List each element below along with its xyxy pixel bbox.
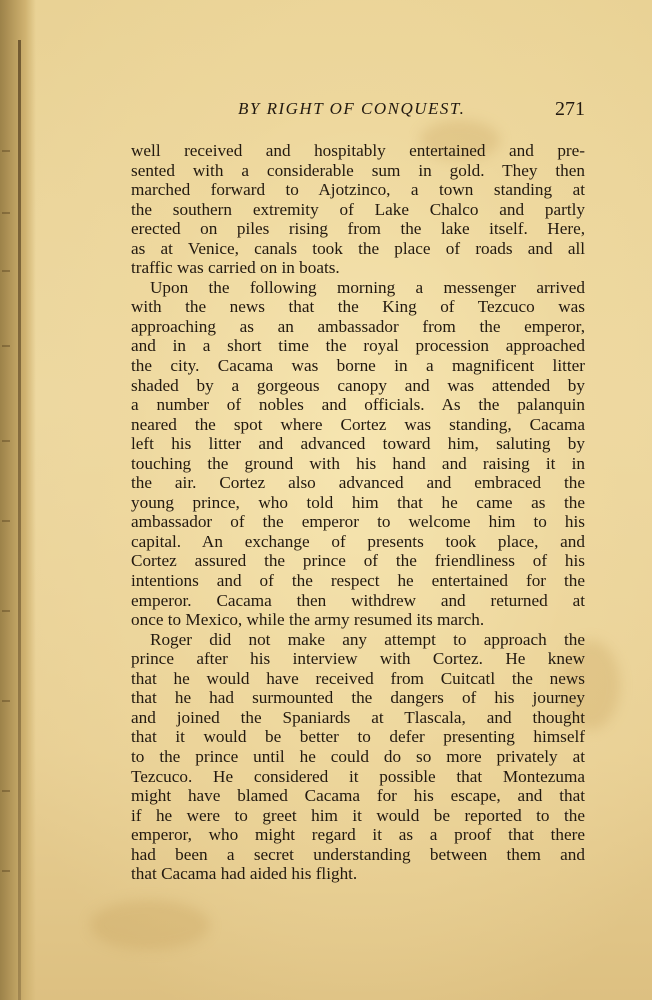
bleed-through-mark — [2, 345, 10, 347]
bleed-through-mark — [2, 520, 10, 522]
bleed-through-mark — [2, 440, 10, 442]
paper-stain — [90, 900, 210, 950]
text-line: young prince, who told him that he came as the — [131, 492, 585, 512]
text-line: prince after his interview with Cortez. He knew — [131, 649, 585, 669]
text-line: touching the ground with his hand and raising it in — [131, 453, 585, 473]
text-line: once to Mexico, while the army resumed its march. — [131, 610, 485, 630]
text-line: with the news that the King of Tezcuco was — [131, 297, 585, 317]
text-line: that Cacama had aided his flight. — [131, 864, 358, 884]
text-line: approaching as an ambassador from the emperor, — [131, 316, 585, 336]
page-number: 271 — [555, 98, 585, 120]
text-line: sented with a considerable sum in gold. They then — [131, 160, 585, 180]
text-line: that it would be better to defer presenting himself — [131, 727, 585, 747]
text-line: and joined the Spaniards at Tlascala, and thought — [131, 707, 585, 727]
paragraph-2 — [131, 278, 585, 630]
text-line: and in a short time the royal procession approached — [131, 336, 585, 356]
text-line: Upon the following morning a messenger arrived — [150, 277, 585, 297]
text-line: a number of nobles and officials. As the palanquin — [131, 395, 585, 415]
text-line: Cortez assured the prince of the friendliness of his — [131, 551, 585, 571]
text-line: left his litter and advanced toward him, saluting by — [131, 434, 585, 454]
gutter-shadow — [18, 40, 21, 1000]
text-line: might have blamed Cacama for his escape, and that — [131, 786, 585, 806]
text-line: capital. An exchange of presents took place, and — [131, 531, 585, 551]
bleed-through-mark — [2, 700, 10, 702]
text-line: Roger did not make any attempt to approach the — [150, 629, 585, 649]
bleed-through-mark — [2, 870, 10, 872]
paragraph-3 — [131, 630, 585, 884]
text-line: that he would have received from Cuitcatl the news — [131, 668, 585, 688]
bleed-through-mark — [2, 790, 10, 792]
text-line: ambassador of the emperor to welcome him to his — [131, 512, 585, 532]
text-line: to the prince until he could do so more privately at — [131, 746, 585, 766]
text-line: that he had surmounted the dangers of his journey — [131, 688, 585, 708]
page-header — [130, 97, 585, 123]
text-line: if he were to greet him it would be reported to the — [131, 805, 585, 825]
text-line: had been a secret understanding between them and — [131, 844, 585, 864]
paragraph-1 — [131, 141, 585, 278]
bleed-through-mark — [2, 270, 10, 272]
text-line: Tezcuco. He considered it possible that Montezuma — [131, 766, 585, 786]
text-line: the air. Cortez also advanced and embraced the — [131, 473, 585, 493]
text-line: traffic was carried on in boats. — [131, 258, 340, 278]
text-line: emperor, who might regard it as a proof that there — [131, 825, 585, 845]
text-line: shaded by a gorgeous canopy and was attended by — [131, 375, 585, 395]
running-head: BY RIGHT OF CONQUEST. — [238, 99, 466, 118]
bleed-through-mark — [2, 212, 10, 214]
bleed-through-mark — [2, 150, 10, 152]
text-line: the city. Cacama was borne in a magnificent litter — [131, 356, 585, 376]
text-line: neared the spot where Cortez was standing, Cacama — [131, 414, 585, 434]
text-line: emperor. Cacama then withdrew and returned at — [131, 590, 585, 610]
text-line: the southern extremity of Lake Chalco and partly — [131, 199, 585, 219]
text-line: marched forward to Ajotzinco, a town standing at — [131, 180, 585, 200]
bleed-through-mark — [2, 610, 10, 612]
text-line: as at Venice, canals took the place of roads and all — [131, 238, 585, 258]
body-text — [131, 141, 585, 884]
text-line: well received and hospitably entertained and pre- — [131, 141, 585, 160]
text-line: erected on piles rising from the lake itself. Here, — [131, 219, 585, 239]
text-line: intentions and of the respect he entertained for the — [131, 571, 585, 591]
